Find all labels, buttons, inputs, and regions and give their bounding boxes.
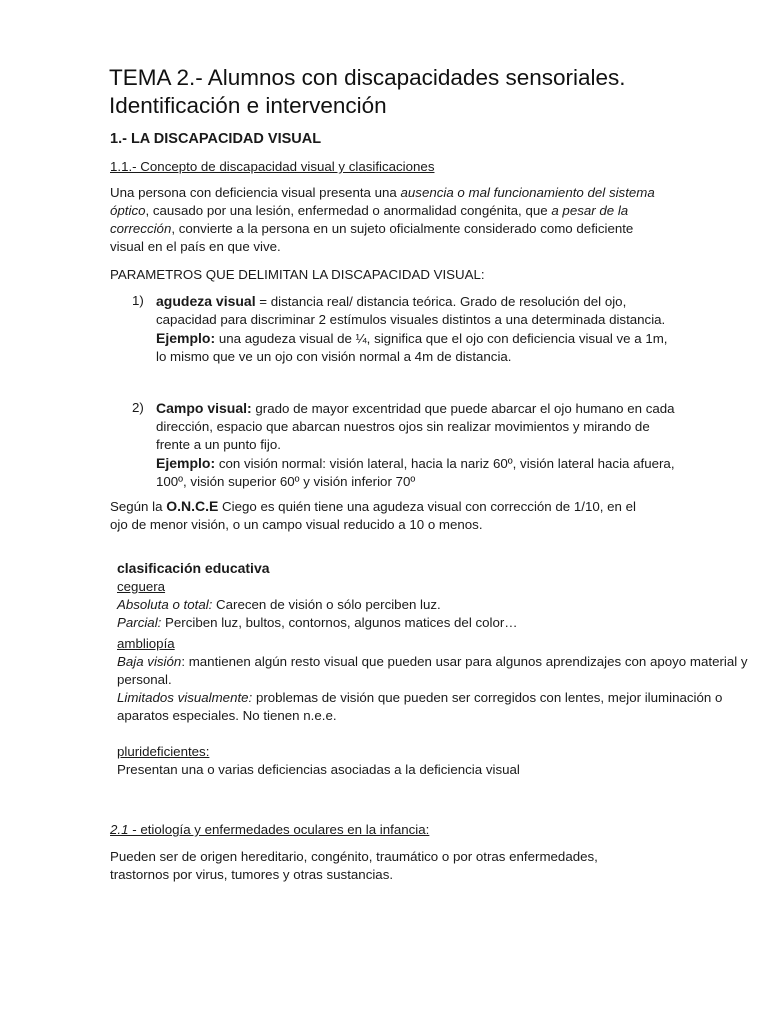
plurideficientes-label: plurideficientes:	[117, 744, 210, 759]
plurideficientes-text: Presentan una o varias deficiencias asociadas a la deficiencia visual	[117, 762, 520, 777]
parametros-heading: PARAMETROS QUE DELIMITAN LA DISCAPACIDAD VISUAL:	[110, 267, 485, 282]
list-number: 2)	[132, 400, 144, 415]
baja-vision-term: Baja visión	[117, 654, 182, 669]
ambliopia-label: ambliopía	[117, 636, 175, 651]
example-text: una agudeza visual de ¼, significa que el ojo con deficiencia visual ve a 1m, lo mismo que ve un ojo con visión normal a 4m de distancia.	[156, 331, 668, 364]
once-text-a: Según la	[110, 499, 167, 514]
parcial-text: Perciben luz, bultos, contornos, algunos matices del color…	[161, 615, 518, 630]
clasificacion-block	[117, 578, 757, 779]
para1-text-a: Una persona con deficiencia visual presenta una	[110, 185, 401, 200]
subsection-heading-1-1: 1.1.- Concepto de discapacidad visual y clasificaciones	[110, 159, 435, 174]
title-line-2: Identificación e intervención	[109, 93, 387, 118]
title-line-1: TEMA 2.- Alumnos con discapacidades sensoriales.	[109, 65, 626, 90]
example-label: Ejemplo:	[156, 330, 216, 346]
para1-text-e: , convierte a la persona en un sujeto oficialmente considerado como deficiente visual en el país en que vive.	[110, 221, 634, 254]
para1-text-c: , causado por una lesión, enfermedad o anormalidad congénita, que	[145, 203, 552, 218]
section-heading-discapacidad-visual: 1.- LA DISCAPACIDAD VISUAL	[110, 131, 322, 147]
list-item-campo-visual	[132, 399, 676, 491]
paragraph-definition	[110, 184, 655, 256]
para1-italic-b: ausencia o mal funcionamiento del sistema óptico	[110, 185, 655, 218]
baja-vision-line	[117, 653, 757, 689]
baja-vision-text: : mantienen algún resto visual que pueden usar para algunos aprendizajes con apoyo material y personal.	[117, 654, 748, 687]
limitados-text: problemas de visión que pueden ser corregidos con lentes, mejor iluminación o aparatos especiales. No tienen n.e.e.	[117, 690, 723, 723]
absoluta-text: Carecen de visión o sólo perciben luz.	[212, 597, 441, 612]
list-item-agudeza	[132, 292, 676, 366]
para1-italic-d: a pesar de la corrección	[110, 203, 629, 236]
paragraph-etiologia: Pueden ser de origen hereditario, congénito, traumático o por otras enfermedades, trastornos por virus, tumores y otras sustancias.	[110, 849, 598, 882]
term-agudeza-visual: agudeza visual	[156, 293, 256, 309]
term-campo-visual: Campo visual:	[156, 400, 252, 416]
example-text: con visión normal: visión lateral, hacia la nariz 60º, visión lateral hacia afuera, 100º, visión superior 60º y visión inferior 70º	[156, 456, 675, 489]
ceguera-label: ceguera	[117, 579, 166, 594]
example-label: Ejemplo:	[156, 455, 216, 471]
clasificacion-heading: clasificación educativa	[117, 560, 270, 576]
parcial-term: Parcial:	[117, 615, 162, 630]
subsection-number: 2.1	[110, 822, 129, 837]
absoluta-term: Absoluta o total:	[117, 597, 213, 612]
once-acronym: O.N.C.E	[166, 498, 219, 514]
document-title	[109, 64, 729, 120]
parcial-line	[117, 614, 757, 632]
definition-text: = distancia real/ distancia teórica. Grado de resolución del ojo, capacidad para discriminar 2 estímulos visuales distintos a una determinada distancia.	[156, 294, 666, 327]
definition-text: grado de mayor excentridad que puede abarcar el ojo humano en cada dirección, espacio que abarcan nuestros ojos sin realizar movimientos y mirando de frente a un punto fijo.	[156, 401, 675, 452]
absoluta-line	[117, 596, 757, 614]
subsection-title: - etiología y enfermedades oculares en la infancia:	[128, 822, 430, 837]
once-text-c: Ciego es quién tiene una agudeza visual con corrección de 1/10, en el ojo de menor visión, o un campo visual reducido a 10 o menos.	[110, 499, 636, 532]
list-number: 1)	[132, 293, 144, 308]
limitados-term: Limitados visualmente:	[117, 690, 253, 705]
subsection-heading-2-1	[110, 821, 429, 839]
paragraph-once	[110, 497, 655, 534]
limitados-line	[117, 689, 757, 725]
